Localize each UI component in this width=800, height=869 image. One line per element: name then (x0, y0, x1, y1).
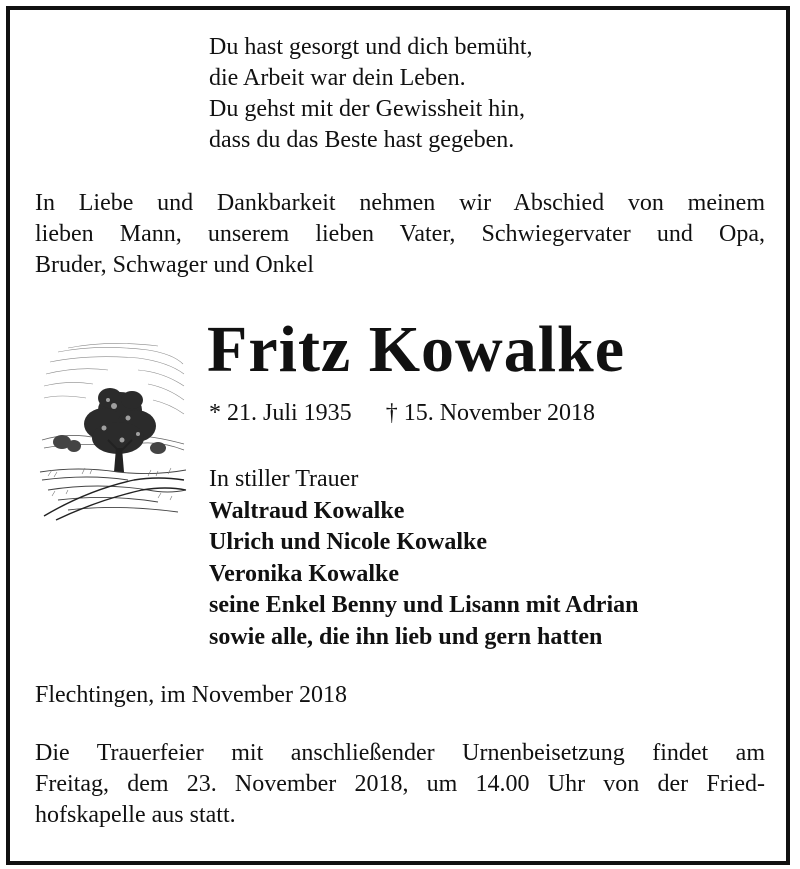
funeral-line: Freitag, dem 23. November 2018, um 14.00 Uhr von der Fried- (35, 771, 765, 797)
intro-line: In Liebe und Dankbarkeit nehmen wir Abschied von meinem (35, 190, 765, 216)
life-dates (209, 398, 595, 429)
mourning-heading: In stiller Trauer (209, 466, 359, 492)
death-date: † 15. November 2018 (385, 400, 595, 426)
mourner-line: Waltraud Kowalke (209, 497, 405, 524)
funeral-line: Die Trauerfeier mit anschließender Urnenbeisetzung findet am (35, 740, 765, 766)
intro-text (35, 188, 765, 281)
intro-line: Bruder, Schwager und Onkel (35, 252, 314, 278)
funeral-info (35, 738, 765, 831)
mourner-line: Ulrich und Nicole Kowalke (209, 529, 488, 555)
birth-date: * 21. Juli 1935 (209, 400, 352, 426)
mourners-block (209, 464, 638, 653)
deceased-name: Fritz Kowalke (207, 313, 626, 386)
poem-line: dass du das Beste hast gegeben. (209, 127, 515, 153)
tree-landscape-image (38, 340, 188, 522)
poem (209, 32, 533, 156)
mourner-line: Veronika Kowalke (209, 560, 400, 587)
place-date: Flechtingen, im November 2018 (35, 682, 347, 708)
mourner-line: seine Enkel Benny und Lisann mit Adrian (209, 592, 639, 618)
poem-line: Du gehst mit der Gewissheit hin, (209, 96, 525, 122)
funeral-line: hofskapelle aus statt. (35, 802, 236, 828)
intro-line: lieben Mann, unserem lieben Vater, Schwiegervater und Opa, (35, 221, 765, 247)
poem-line: die Arbeit war dein Leben. (209, 65, 466, 91)
poem-line: Du hast gesorgt und dich bemüht, (209, 34, 533, 60)
mourner-line: sowie alle, die ihn lieb und gern hatten (209, 623, 603, 650)
